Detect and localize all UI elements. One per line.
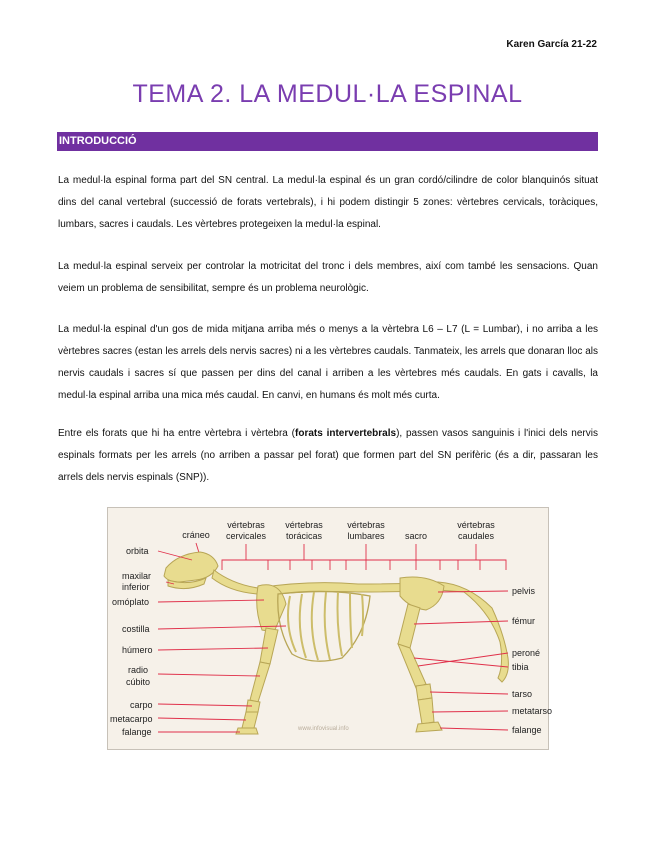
label-lumbares-2: lumbares <box>347 531 385 541</box>
paragraph-4-bold: forats intervertebrals <box>295 428 397 439</box>
hind-phalanges-bone <box>416 722 442 732</box>
skeleton-diagram <box>108 508 553 749</box>
label-caudales-1: vértebras <box>457 520 495 530</box>
label-maxilar-2: inferior <box>122 582 150 592</box>
metatarsus-bone <box>418 698 434 724</box>
label-tarso: tarso <box>512 689 533 699</box>
humerus-bone <box>260 628 278 664</box>
label-humero: húmero <box>122 645 153 655</box>
label-toracicas-2: torácicas <box>285 531 323 541</box>
skull-bone <box>164 552 218 582</box>
section-heading: INTRODUCCIÓ <box>57 132 598 151</box>
label-metacarpo: metacarpo <box>110 714 153 724</box>
top-leader-lines <box>196 543 506 570</box>
label-cervicales-2: cervicales <box>225 531 267 541</box>
paragraph-2: La medul·la espinal serveix per controlar la motricitat del tronc i dels membres, així com també les sensacions. Quan veiem un problema de sensibilitat, sempre és un problema neurològic. <box>58 261 598 294</box>
paragraph-4-start: Entre els forats que hi ha entre vèrtebra i vèrtebra ( <box>58 428 295 439</box>
author-header: Karen García 21-22 <box>506 39 597 50</box>
radius-ulna-bone <box>250 662 270 702</box>
label-pelvis: pelvis <box>512 586 536 596</box>
label-sacro: sacro <box>404 531 428 541</box>
tail-bones <box>438 582 508 682</box>
label-orbita: orbita <box>126 546 149 556</box>
label-perone: peroné <box>512 648 541 658</box>
paragraph-3: La medul·la espinal d'un gos de mida mitjana arriba més o menys a la vèrtebra L6 – L7 (L = Lumbar), i no arriba a les vèrtebres sacres (estan les arrels dels nervis sacres) ni a les vèrtebres caudals. Tanmateix, les arrels que donaran lloc als nervis caudals i sacres sí que passen per dins del canal i arriben a les vèrtebres més caudals. En gats i cavalls, la medul·la espinal arriba una mica més caudal. En canvi, en humans és molt més curta. <box>58 324 598 401</box>
label-femur: fémur <box>512 616 536 626</box>
dog-skeleton-figure <box>107 507 553 750</box>
pelvis-bone <box>400 577 444 610</box>
paragraph-1: La medul·la espinal forma part del SN central. La medul·la espinal és un gran cordó/cilindre de color blanquinós situat dins del canal vertebral (successió de forats vertebrals), i hi podem distingir 5 zones: vèrtebres cervicals, toràciques, lumbars, sacres i caudals. Les vèrtebres protegeixen la medul·la espinal. <box>58 175 598 230</box>
label-metatarso: metatarso <box>512 706 553 716</box>
figure-watermark: www.infovisual.info <box>298 726 349 732</box>
paragraph-4 <box>58 423 598 489</box>
label-carpo: carpo <box>130 700 153 710</box>
tibia-fibula-bone <box>398 644 426 688</box>
tarsus-bone <box>416 684 432 700</box>
label-tibia: tibia <box>512 662 529 672</box>
front-leg-bones <box>236 628 278 734</box>
label-maxilar-1: maxilar <box>122 571 152 581</box>
label-lumbares-1: vértebras <box>347 520 385 530</box>
label-falange-hind: falange <box>512 725 542 735</box>
front-phalanges-bone <box>236 728 258 734</box>
cervical-spine <box>212 570 258 594</box>
label-craneo: cráneo <box>182 530 210 540</box>
femur-bone <box>398 604 420 648</box>
page-title: TEMA 2. LA MEDUL·LA ESPINAL <box>132 80 523 108</box>
label-cubito: cúbito <box>126 677 151 687</box>
label-cervicales-1: vértebras <box>227 520 265 530</box>
label-costilla: costilla <box>122 624 150 634</box>
rib-lines <box>288 592 363 660</box>
label-caudales-2: caudales <box>457 531 495 541</box>
label-toracicas-1: vértebras <box>285 520 323 530</box>
label-falange-front: falange <box>122 727 152 737</box>
paragraph-4-end: ), passen vasos sanguinis i l'inici dels nervis espinals formats per les arrels (no arriben a passar pel forat) que formen part del SN perifèric (és a dir, passaran les arrels dels nervis espinals (SNP)). <box>58 428 598 483</box>
label-omoplato: omóplato <box>112 597 150 607</box>
label-radio: radio <box>128 665 149 675</box>
ribcage-outline <box>278 591 370 661</box>
